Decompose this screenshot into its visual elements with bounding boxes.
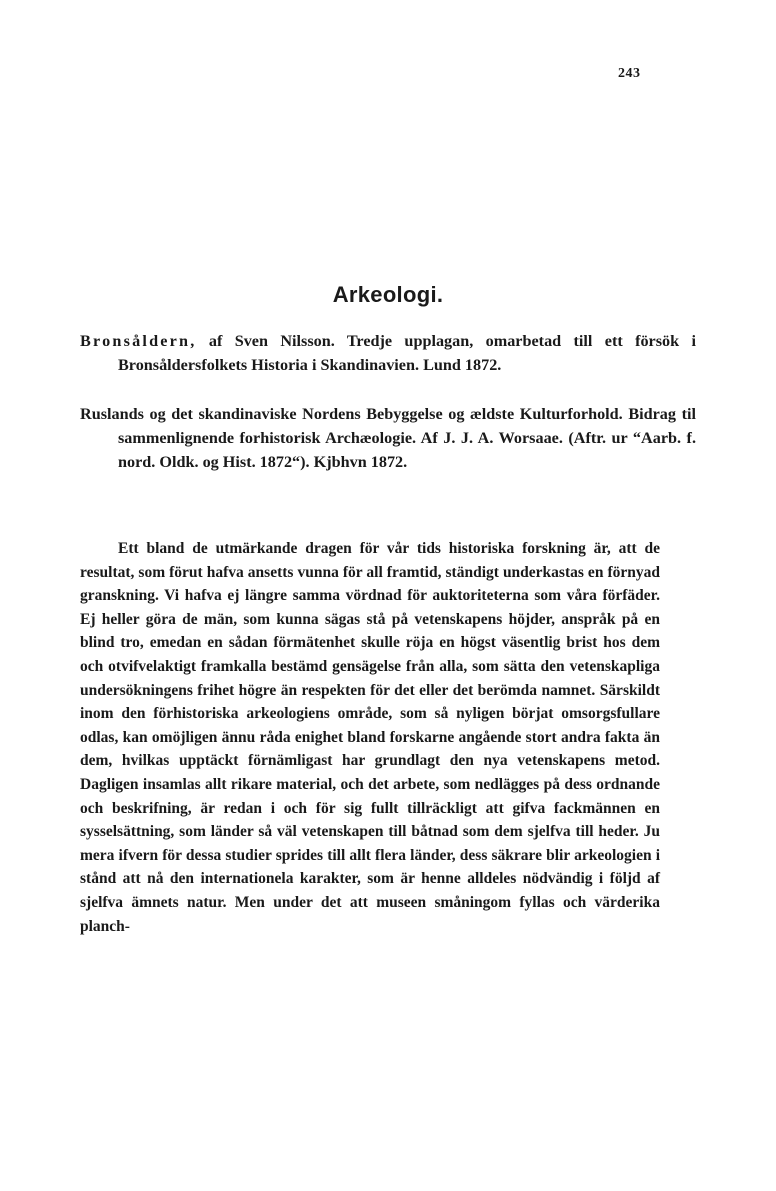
bibliography-text: Ruslands og det skandinaviske Nordens Bebyggelse og ældste Kulturforhold. Bidrag til sammenlignende forhistorisk Archæologie. Af J. J. A. Worsaae. (Aftr. ur “Aarb. f. nord. Oldk. og Hist. 1872“). Kjbhvn 1872. xyxy=(80,405,696,471)
bibliography-author: Bronsåldern, xyxy=(80,332,197,350)
page-number: 243 xyxy=(618,66,641,81)
bibliography-entry xyxy=(80,402,696,474)
bibliography-text: af Sven Nilsson. Tredje upplagan, omarbetad till ett försök i Bronsåldersfolkets Historia i Skandinavien. Lund 1872. xyxy=(118,332,696,374)
bibliography-entry xyxy=(80,329,696,377)
body-paragraph: Ett bland de utmärkande dragen för vår tids historiska forskning är, att de resultat, som förut hafva ansetts vunna för all framtid, ständigt underkastas en förnyad granskning. Vi hafva ej längre samma vördnad för auktoriteterna som våra förfäder. Ej heller göra de män, som kunna sägas stå på vetenskapens höjder, anspråk på en blind tro, emedan en sådan förmätenhet skulle röja en högst väsentlig brist hos dem och otvifvelaktigt framkalla bestämd gensägelse från alla, som sätta den vetenskapliga undersökningens frihet högre än respekten för det eller det berömda namnet. Särskildt inom den förhistoriska arkeologiens område, som så nyligen börjat omsorgsfullare odlas, kan omöjligen ännu råda enighet bland forskarne angående stort andra fakta än dem, hvilkas upptäckt förnämligast har grundlagt den nya vetenskapens metod. Dagligen insamlas allt rikare material, och det arbete, som nedlägges på dess ordnande och beskrifning, är redan i och för sig fullt tillräckligt att gifva fackmännen en sysselsättning, som länder så väl vetenskapen till båtnad som dem sjelfva till heder. Ju mera ifvern för dessa studier sprides till allt flera länder, dess säkrare blir arkeologien i stånd att nå den internationela karakter, som är henne alldeles nödvändig i följd af sjelfva ämnets natur. Men under det att museen småningom fyllas och värderika planch- xyxy=(80,540,660,935)
section-heading: Arkeologi. xyxy=(332,282,444,307)
